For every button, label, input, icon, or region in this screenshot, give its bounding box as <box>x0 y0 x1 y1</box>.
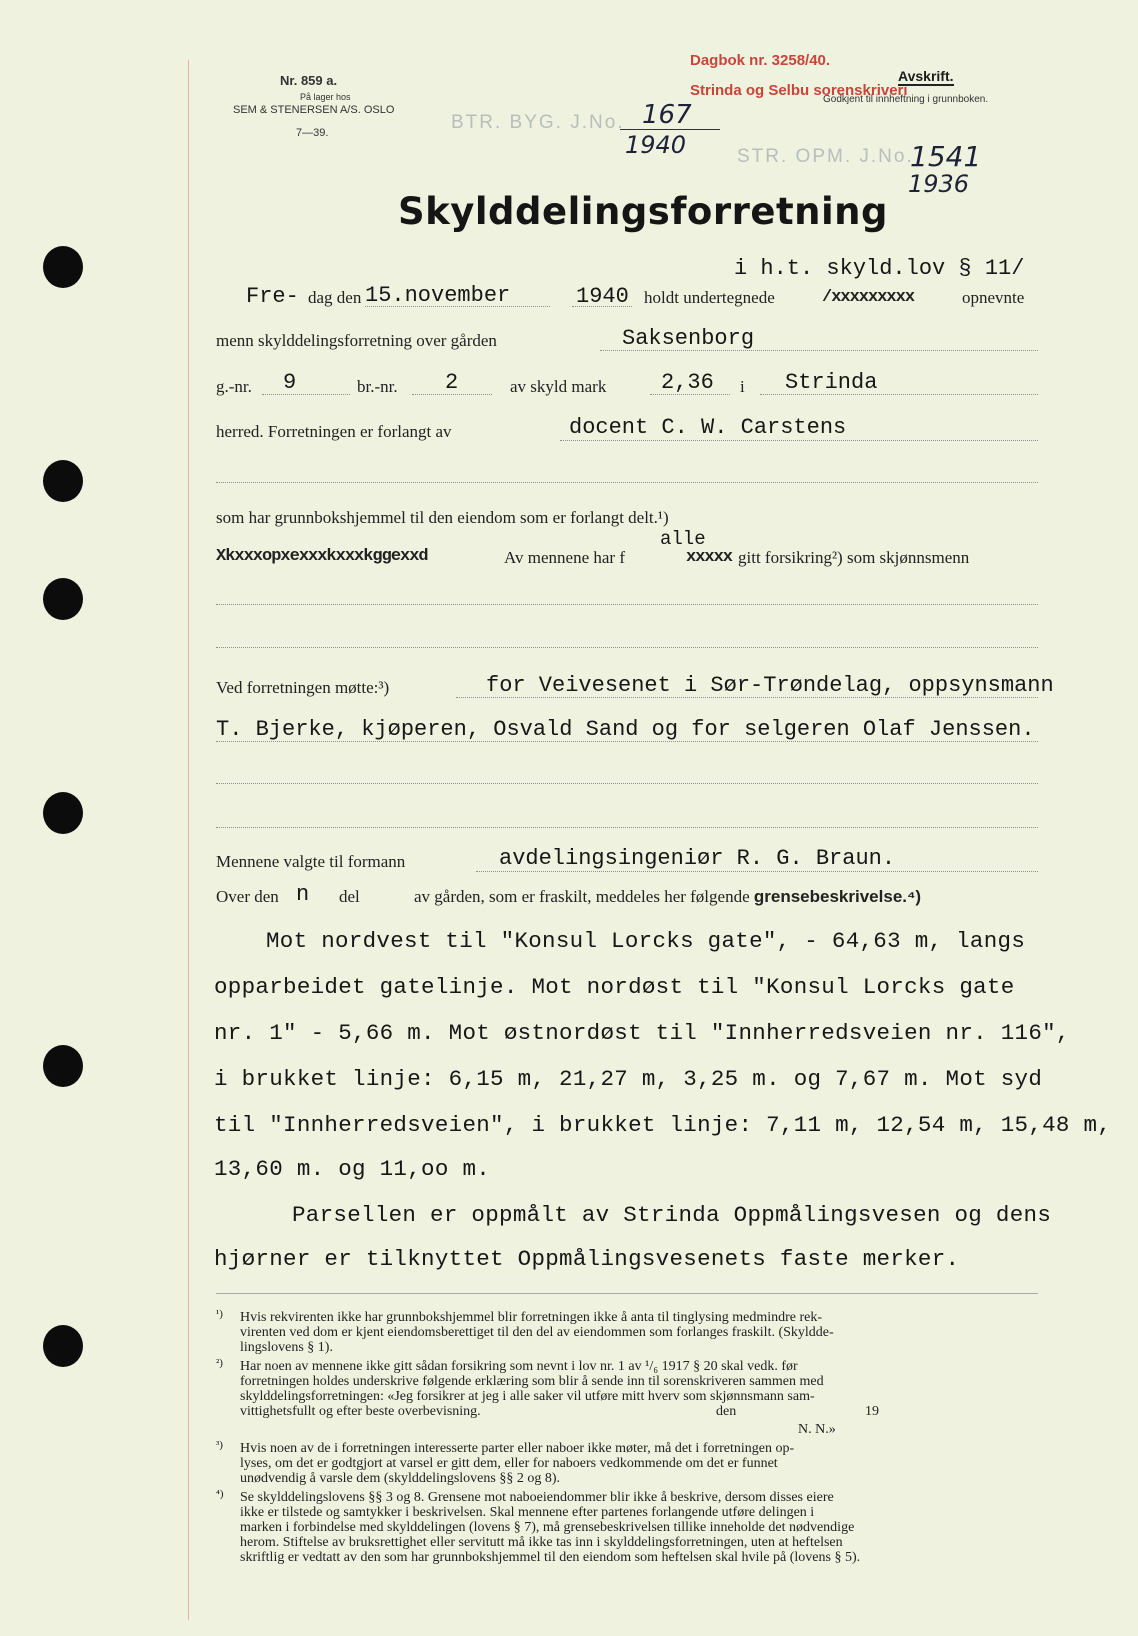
dotted-line <box>216 783 1038 784</box>
skyld-label: av skyld mark <box>510 377 607 396</box>
gnr-label: g.-nr. <box>216 377 252 396</box>
skyld-value: 2,36 <box>661 370 714 395</box>
binder-hole <box>43 460 83 502</box>
dotted-line <box>365 306 550 307</box>
description-line: i brukket linje: 6,15 m, 21,27 m, 3,25 m. og 7,67 m. Mot syd <box>214 1066 1043 1092</box>
footnote-den: den <box>716 1404 737 1419</box>
description-line: Mot nordvest til "Konsul Lorcks gate", - 64,63 m, langs <box>266 928 1026 954</box>
municipality-prefix: i <box>740 377 745 396</box>
del-label: del <box>339 887 360 906</box>
requested-value: docent C. W. Carstens <box>569 415 847 440</box>
chair-value: avdelingsingeniør R. G. Braun. <box>499 846 896 871</box>
footnote-marker: ¹) <box>216 1308 223 1320</box>
footnote-line: Hvis noen av de i forretningen interesserte parter eller naboer ikke møter, må det i forretningen op- <box>240 1441 795 1456</box>
dotted-line <box>216 482 1038 483</box>
day-label: dag den <box>308 288 362 307</box>
gnr-value: 9 <box>283 370 297 395</box>
footnote-line: Har noen av mennene ikke gitt sådan forsikring som nevnt i lov nr. 1 av ¹/₆ 1917 § 20 skal vedk. før <box>240 1359 798 1374</box>
approval-note: Godkjent til innheftning i grunnboken. <box>823 94 989 105</box>
bnr-label: br.-nr. <box>357 377 398 396</box>
dotted-line <box>412 394 492 395</box>
footnote-line: Hvis rekvirenten ikke har grunnbokshjemmel blir forretningen ikke å anta til tinglysing medmindre rek- <box>240 1310 823 1325</box>
building-ref-number: 167 <box>642 100 692 130</box>
forsikring-label: gitt forsikring²) som skjønnsmenn <box>738 548 970 567</box>
dotted-line <box>216 604 1038 605</box>
dotted-line <box>216 741 1038 742</box>
held-label: holdt undertegnede <box>644 288 775 307</box>
dotted-line <box>456 697 1038 698</box>
men-label: Av mennene har f <box>504 548 625 567</box>
copy-label: Avskrift. <box>898 68 954 84</box>
boundary-intro-text: av gården, som er fraskilt, meddeles her følgende <box>414 887 750 906</box>
binder-hole <box>43 792 83 834</box>
boundary-intro <box>414 887 921 907</box>
dotted-line <box>572 306 632 307</box>
dotted-line <box>600 350 1038 351</box>
building-ref-label: BTR. BYG. J.No. <box>451 112 625 133</box>
dotted-line <box>650 394 730 395</box>
survey-ref-number: 1541 <box>910 140 982 173</box>
date-value: 15.november <box>365 283 511 308</box>
binder-hole <box>43 1325 83 1367</box>
footnote-line: Se skylddelingslovens §§ 3 og 8. Grensene mot naboeiendommer blir ikke å beskrive, dersom disses eiere <box>240 1490 834 1505</box>
attended-line-2: T. Bjerke, kjøperen, Osvald Sand og for selgeren Olaf Jenssen. <box>216 717 1035 742</box>
description-line: Parsellen er oppmålt av Strinda Oppmålingsvesen og dens <box>292 1202 1052 1228</box>
binder-hole <box>43 578 83 620</box>
dotted-line <box>476 871 1038 872</box>
attended-label: Ved forretningen møtte:³) <box>216 678 390 697</box>
footnote-line: skriftlig er vedtatt av den som har grunnbokshjemmel til den eiendom som heftelsen skal hvile på (lovens § 5). <box>240 1550 861 1565</box>
farm-value: Saksenborg <box>622 326 755 351</box>
requested-label: herred. Forretningen er forlangt av <box>216 422 452 441</box>
printer-line: På lager hos <box>300 92 351 102</box>
margin-rule <box>188 60 189 1620</box>
binder-hole <box>43 246 83 288</box>
footnote-line: skylddelingsforretningen: «Jeg forsikrer at jeg i alle saker vil utføre mitt hverv som skjønnsmann sam- <box>240 1389 815 1404</box>
description-line: til "Innherredsveien", i brukket linje: 7,11 m, 12,54 m, 15,48 m, <box>214 1112 1112 1138</box>
footnote-line: vittighetsfullt og efter beste overbevisning. <box>240 1404 481 1419</box>
hjemmel-text: som har grunnbokshjemmel til den eiendom som er forlangt delt.¹) <box>216 508 669 527</box>
dotted-line <box>262 394 350 395</box>
footnote-line: herom. Stiftelse av bruksrettighet eller servitutt må ikke tas inn i skylddelingsforretningen, uten at heftelsen <box>240 1535 843 1550</box>
court-stamp: Strinda og Selbu sorenskriveri <box>690 82 908 99</box>
struck-text: Xkxxxopxexxxkxxxkggexxd <box>216 547 428 566</box>
dotted-line <box>216 647 1038 648</box>
document-title: Skylddelingsforretning <box>398 190 888 233</box>
survey-ref-label: STR. OPM. J.No. <box>737 146 914 167</box>
survey-ref-year: 1936 <box>908 170 970 198</box>
footnote-line: lyses, om det er godtgjort at varsel er gitt dem, eller for naboers vedkommende om det er funnet <box>240 1456 778 1471</box>
building-ref-year: 1940 <box>625 131 687 159</box>
description-line: nr. 1" - 5,66 m. Mot østnordøst til "Innherredsveien nr. 116", <box>214 1020 1070 1046</box>
law-reference: i h.t. skyld.lov § 11/ <box>734 256 1025 281</box>
footnote-marker: ³) <box>216 1439 223 1451</box>
weekday-value: Fre- <box>246 284 299 309</box>
footnote-line: forretningen holdes underskrive følgende erklæring som blir å sende inn til sorenskriveren sammen med <box>240 1374 824 1389</box>
over-den-label: Over den <box>216 887 279 906</box>
description-line: 13,60 m. og 11,oo m. <box>214 1156 491 1182</box>
footnote-divider <box>216 1293 1038 1294</box>
appointed-label: opnevnte <box>962 288 1025 307</box>
municipality-value: Strinda <box>785 370 878 395</box>
form-number: Nr. 859 a. <box>280 73 338 88</box>
footnote-marker: ⁴) <box>216 1488 224 1500</box>
dotted-line <box>560 440 1038 441</box>
boundary-heading: grensebeskrivelse.⁴) <box>753 887 922 906</box>
footnote-line: marken i forbindelse med skylddelingen (lovens § 7), må grensebeskrivelsen tillike inneholde det nødvendige <box>240 1520 855 1535</box>
binder-hole <box>43 1045 83 1087</box>
chair-label: Mennene valgte til formann <box>216 852 406 871</box>
footnote-signature: N. N.» <box>798 1422 836 1437</box>
attended-line-1: for Veivesenet i Sør-Trøndelag, oppsynsmann <box>486 673 1054 698</box>
printer-date: 7—39. <box>296 127 329 139</box>
footnote-line: lingslovens § 1). <box>240 1340 333 1355</box>
description-line: opparbeidet gatelinje. Mot nordøst til "Konsul Lorcks gate <box>214 974 1015 1000</box>
year-value: 1940 <box>576 284 629 309</box>
footnote-marker: ²) <box>216 1357 223 1369</box>
farm-label: menn skylddelingsforretning over gården <box>216 331 497 350</box>
struck-text: xxxxx <box>686 548 733 567</box>
dotted-line <box>760 394 1038 395</box>
struck-text: /xxxxxxxxx <box>822 288 915 307</box>
part-value: n <box>296 882 310 907</box>
diary-stamp: Dagbok nr. 3258/40. <box>690 52 831 69</box>
footnote-line: unødvendig å varsle dem (skylddelingslovens §§ 2 og 8). <box>240 1471 561 1486</box>
footnote-line: ikke er tilstede og samtykker i beskrivelsen. Skal mennene efter partenes forlangende utføre delingen i <box>240 1505 815 1520</box>
printer-name: SEM & STENERSEN A/S. OSLO <box>233 104 395 116</box>
alle-insert: alle <box>660 528 706 550</box>
bnr-value: 2 <box>445 370 459 395</box>
footnote-year: 19 <box>865 1404 879 1419</box>
description-line: hjørner er tilknyttet Oppmålingsvesenets faste merker. <box>214 1246 960 1272</box>
building-ref-rule <box>620 129 720 130</box>
dotted-line <box>216 827 1038 828</box>
footnote-line: virenten ved dom er kjent eiendomsberettiget til den del av eiendommen som forlanges fraskilt. (Skyldde- <box>240 1325 834 1340</box>
